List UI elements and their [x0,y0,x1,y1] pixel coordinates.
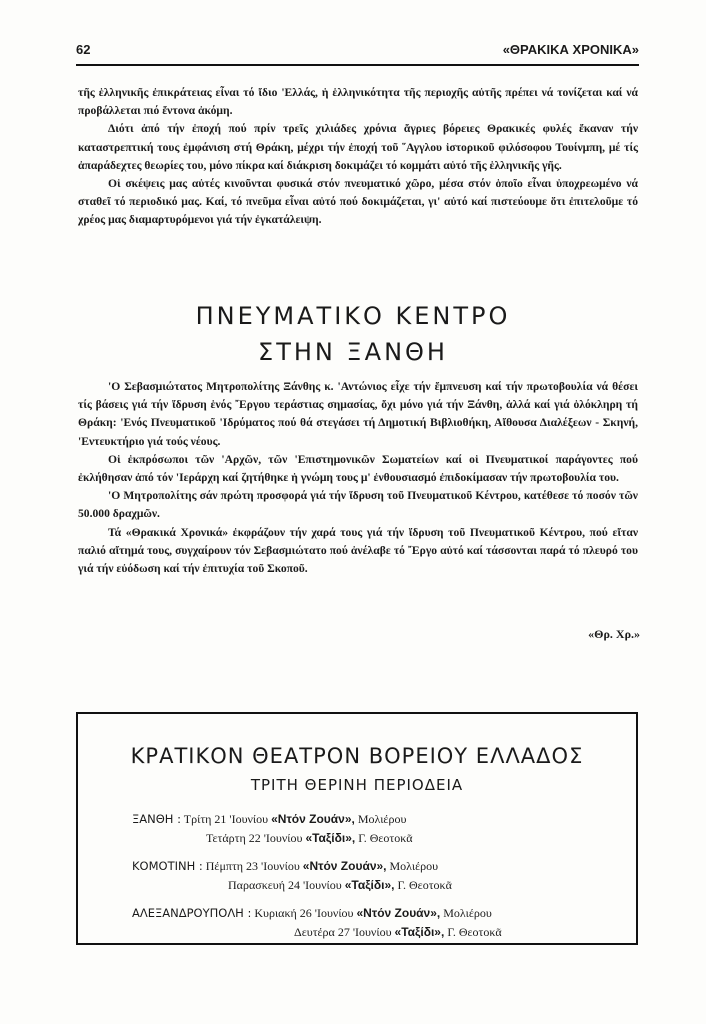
play-author: Γ. Θεοτοκᾶ [397,878,452,892]
theatre-advert [76,712,638,945]
schedule-row [206,831,413,846]
article-paragraph: Τά «Θρακικά Χρονικά» ἐκφράζουν τήν χαρά τους γιά τήν ἵδρυση τοῦ Πνευματικοῦ Κέντρου, πού εἴταν παλιό αἴτημά τους, συγχαίρουν τόν Σεβασμιώτατο πού ἀνέλαβε τό ῎Εργο αὐτό καί τάσσονται παρά τό πλευρό του γιά τήν εὐόδωση καί τήν ἐπιτυχία τοῦ Σκοποῦ. [78,525,638,576]
page-number: 62 [76,42,91,57]
schedule-row [228,878,452,893]
schedule-row [132,812,406,827]
article-paragraph: 'Ο Σεβασμιώτατος Μητροπολίτης Ξάνθης κ. 'Αντώνιος εἶχε τήν ἔμπνευση καί τήν πρωτοβουλία νά θέσει τίς βάσεις γιά τήν ἵδρυση ἑνός ῎Εργου τεράστιας σημασίας, ὄχι μόνο γιά τήν Ξάνθη, ἀλλά καί γιά ὁλόκληρη τή Θράκη: 'Ενός Πνευματικοῦ 'Ιδρύματος πού θά στεγάσει τή Δημοτική Βιβλιοθήκη, Αἴθουσα Διαλέξεων - Σκηνή, 'Εντευκτήριο γιά τούς νέους. [78,380,638,448]
article-paragraph: 'Ο Μητροπολίτης σάν πρώτη προσφορά γιά τήν ἵδρυση τοῦ Πνευματικοῦ Κέντρου, κατέθεσε τό ποσόν τῶν 50.000 δραχμῶν. [78,489,638,521]
performance-date: Πέμπτη 23 'Ιουνίου [205,859,300,873]
city-name: ΚΟΜΟΤΙΝΗ : [132,859,203,873]
performance-date: Τετάρτη 22 'Ιουνίου [206,831,303,845]
article-title-line2: ΣΤΗΝ ΞΑΝΘΗ [258,338,448,366]
article-paragraph: Οἱ ἐκπρόσωποι τῶν 'Αρχῶν, τῶν 'Επιστημονικῶν Σωματείων καί οἱ Πνευματικοί παράγοντες πού ἐκλήθησαν ἀπό τόν 'Ιεράρχη καί ζητήθηκε ἡ γνώμη τους μ' ἐνθουσιασμό ἐπιδοκίμασαν τήν πρωτοβουλία του. [78,452,638,485]
play-author: Γ. Θεοτοκᾶ [447,925,502,939]
performance-date: Τρίτη 21 'Ιουνίου [183,812,269,826]
schedule-row [132,906,492,921]
play-author: Γ. Θεοτοκᾶ [358,831,413,845]
city-name: ΑΛΕΞΑΝΔΡΟΥΠΟΛΗ : [132,906,252,920]
play-title: «Ντόν Ζουάν», [356,906,441,920]
article-signature: «Θρ. Χρ.» [588,627,640,641]
play-author: Μολιέρου [443,906,492,920]
intro-paragraph: τῆς ἑλληνικῆς ἐπικράτειας εἶναι τό ἴδιο 'Ελλάς, ἡ ἑλληνικότητα τῆς περιοχῆς αὐτῆς πρέπει νά τονίζεται καί νά προβάλλεται πιό ἔντονα ἀκόμη. [78,86,638,118]
performance-date: Δευτέρα 27 'Ιουνίου [294,925,392,939]
play-title: «Ταξίδι», [394,925,445,939]
schedule-row [132,859,438,874]
article-title-line1: ΠΝΕΥΜΑΤΙΚΟ ΚΕΝΤΡΟ [195,302,511,330]
play-title: «Ταξίδι», [344,878,395,892]
city-name: ΞΑΝΘΗ : [132,812,181,826]
journal-title: «ΘΡΑΚΙΚΑ ΧΡΟΝΙΚΑ» [502,42,639,57]
play-author: Μολιέρου [357,812,407,826]
article-body [78,378,638,578]
intro-text [78,84,638,230]
page-header [76,42,639,57]
performance-date: Παρασκευή 24 'Ιουνίου [228,878,342,892]
play-title: «Ντόν Ζουάν», [271,812,355,826]
advert-subtitle: ΤΡΙΤΗ ΘΕΡΙΝΗ ΠΕΡΙΟΔΕΙΑ [250,776,464,794]
schedule-row [294,925,502,940]
performance-date: Κυριακή 26 'Ιουνίου [254,906,354,920]
play-title: «Ταξίδι», [305,831,356,845]
advert-title: ΚΡΑΤΙΚΟΝ ΘΕΑΤΡΟΝ ΒΟΡΕΙΟΥ ΕΛΛΑΔΟΣ [130,744,584,768]
header-rule [76,64,639,66]
play-author: Μολιέρου [389,859,439,873]
intro-paragraph: Διότι ἀπό τήν ἐποχή πού πρίν τρεῖς χιλιάδες χρόνια ἄγριες βόρειες Θρακικές φυλές ἔκαναν τήν καταστρεπτική τους ἐμφάνιση στή Θράκη, μέχρι τήν ἐποχή τοῦ ῞Αγγλου ἱστορικοῦ φιλόσοφου Τουίνμπη, μέ τίς ἀπαράδεχτες θεωρίες του, μόνο πίκρα καί διάκριση δοκιμάζει τό κομμάτι αὐτό τῆς ἑλληνικῆς γῆς. [78,122,638,172]
play-title: «Ντόν Ζουάν», [302,859,387,873]
intro-paragraph: Οἱ σκέψεις μας αὐτές κινοῦνται φυσικά στόν πνευματικό χῶρο, μέσα στόν ὁποῖο εἶναι ὑποχρεωμένο νά σταθεῖ τό περιοδικό μας. Καί, τό πνεῦμα εἶναι αὐτό πού δοκιμάζεται, γι' αὐτό καί πιστεύουμε ὅτι ἐπιτελοῦμε τό χρέος μας διαμαρτυρόμενοι γιά τήν ἐγκατάλειψη. [78,177,638,227]
